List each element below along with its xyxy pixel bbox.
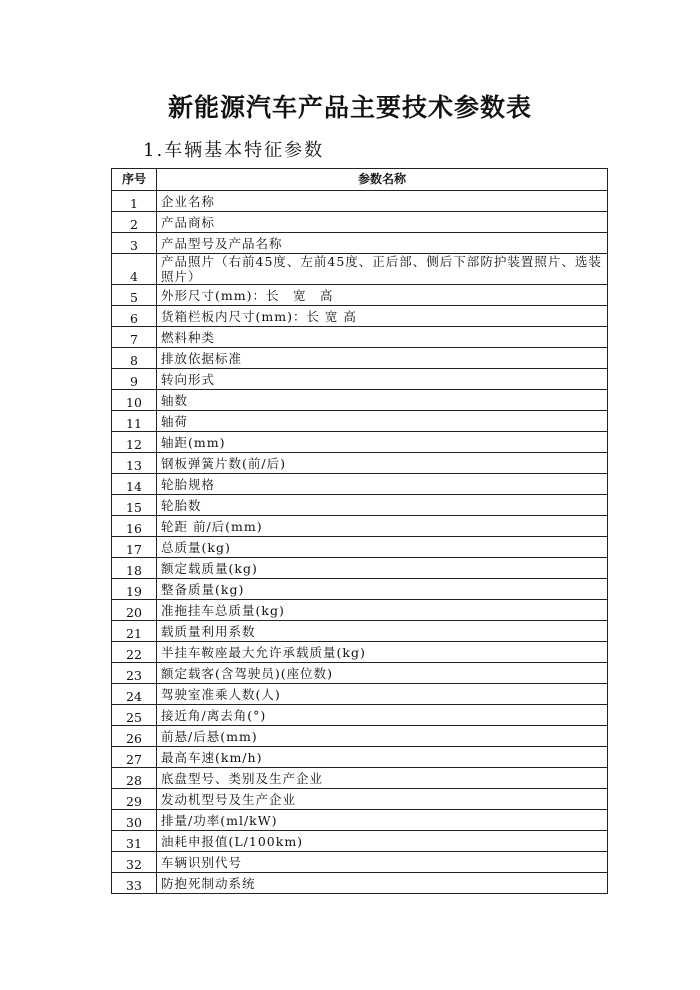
row-index: 22: [112, 642, 157, 663]
table-row: [112, 831, 608, 852]
row-parameter-name: 油耗申报值(L/100km): [157, 831, 608, 852]
table-row: [112, 705, 608, 726]
table-row: [112, 726, 608, 747]
row-parameter-name: 半挂车鞍座最大允许承载质量(kg): [157, 642, 608, 663]
header-parameter-name: 参数名称: [157, 169, 608, 191]
row-index: 13: [112, 453, 157, 474]
row-parameter-name: 产品型号及产品名称: [157, 233, 608, 254]
table-row: [112, 789, 608, 810]
table-row: [112, 852, 608, 873]
row-index: 18: [112, 558, 157, 579]
row-parameter-name: 额定载质量(kg): [157, 558, 608, 579]
row-parameter-name: 货箱栏板内尺寸(mm)：长 宽 高: [157, 306, 608, 327]
row-index: 28: [112, 768, 157, 789]
row-parameter-name: 产品照片（右前45度、左前45度、正后部、侧后下部防护装置照片、选装照片）: [157, 254, 608, 285]
row-index: 26: [112, 726, 157, 747]
row-index: 21: [112, 621, 157, 642]
row-index: 7: [112, 327, 157, 348]
row-parameter-name: 轮胎数: [157, 495, 608, 516]
table-row: [112, 327, 608, 348]
row-parameter-name: 整备质量(kg): [157, 579, 608, 600]
row-index: 20: [112, 600, 157, 621]
row-parameter-name: 前悬/后悬(mm): [157, 726, 608, 747]
row-parameter-name: 燃料种类: [157, 327, 608, 348]
row-parameter-name: 轴荷: [157, 411, 608, 432]
row-parameter-name: 车辆识别代号: [157, 852, 608, 873]
row-index: 9: [112, 369, 157, 390]
row-parameter-name: 钢板弹簧片数(前/后): [157, 453, 608, 474]
table-row: [112, 233, 608, 254]
table-row: [112, 411, 608, 432]
row-parameter-name: 总质量(kg): [157, 537, 608, 558]
row-index: 12: [112, 432, 157, 453]
row-parameter-name: 外形尺寸(mm)：长 宽 高: [157, 285, 608, 306]
table-row: [112, 621, 608, 642]
table-row: [112, 579, 608, 600]
table-row: [112, 516, 608, 537]
table-row: [112, 537, 608, 558]
row-parameter-name: 轮胎规格: [157, 474, 608, 495]
section-title: 1.车辆基本特征参数: [143, 140, 325, 161]
table-row: [112, 747, 608, 768]
row-index: 10: [112, 390, 157, 411]
row-parameter-name: 准拖挂车总质量(kg): [157, 600, 608, 621]
row-parameter-name: 发动机型号及生产企业: [157, 789, 608, 810]
table-row: [112, 495, 608, 516]
table-row: [112, 642, 608, 663]
table-row: [112, 873, 608, 894]
row-index: 19: [112, 579, 157, 600]
row-parameter-name: 底盘型号、类别及生产企业: [157, 768, 608, 789]
row-parameter-name: 载质量利用系数: [157, 621, 608, 642]
row-index: 17: [112, 537, 157, 558]
row-index: 6: [112, 306, 157, 327]
row-parameter-name: 轮距 前/后(mm): [157, 516, 608, 537]
row-index: 24: [112, 684, 157, 705]
row-index: 15: [112, 495, 157, 516]
table-row: [112, 432, 608, 453]
table-row: [112, 768, 608, 789]
row-parameter-name: 企业名称: [157, 191, 608, 212]
row-index: 23: [112, 663, 157, 684]
table-row: [112, 810, 608, 831]
table-row: [112, 285, 608, 306]
row-index: 31: [112, 831, 157, 852]
table-row: [112, 369, 608, 390]
row-index: 3: [112, 233, 157, 254]
row-index: 11: [112, 411, 157, 432]
row-index: 5: [112, 285, 157, 306]
row-index: 29: [112, 789, 157, 810]
table-row: [112, 348, 608, 369]
row-parameter-name: 接近角/离去角(°): [157, 705, 608, 726]
table-row: [112, 191, 608, 212]
table-header-row: [112, 169, 608, 191]
row-index: 1: [112, 191, 157, 212]
row-index: 2: [112, 212, 157, 233]
parameter-table: [111, 168, 608, 894]
row-parameter-name: 最高车速(km/h): [157, 747, 608, 768]
row-parameter-name: 排量/功率(ml/kW): [157, 810, 608, 831]
page-title: 新能源汽车产品主要技术参数表: [167, 93, 532, 122]
table-row: [112, 474, 608, 495]
row-parameter-name: 排放依据标准: [157, 348, 608, 369]
row-parameter-name: 防抱死制动系统: [157, 873, 608, 894]
row-index: 25: [112, 705, 157, 726]
table-row: [112, 306, 608, 327]
row-index: 27: [112, 747, 157, 768]
row-index: 32: [112, 852, 157, 873]
row-index: 30: [112, 810, 157, 831]
row-index: 33: [112, 873, 157, 894]
row-index: 16: [112, 516, 157, 537]
table-body: [112, 191, 608, 894]
row-parameter-name: 轴距(mm): [157, 432, 608, 453]
header-index: 序号: [112, 169, 157, 191]
row-parameter-name: 转向形式: [157, 369, 608, 390]
row-index: 14: [112, 474, 157, 495]
table-row: [112, 390, 608, 411]
table-row: [112, 254, 608, 285]
table-row: [112, 684, 608, 705]
row-index: 8: [112, 348, 157, 369]
table-row: [112, 453, 608, 474]
row-parameter-name: 驾驶室准乘人数(人): [157, 684, 608, 705]
row-index: 4: [112, 254, 157, 285]
table-header: [112, 169, 608, 191]
row-parameter-name: 额定载客(含驾驶员)(座位数): [157, 663, 608, 684]
table-row: [112, 558, 608, 579]
row-parameter-name: 产品商标: [157, 212, 608, 233]
table-row: [112, 600, 608, 621]
row-parameter-name: 轴数: [157, 390, 608, 411]
table-row: [112, 663, 608, 684]
table-row: [112, 212, 608, 233]
